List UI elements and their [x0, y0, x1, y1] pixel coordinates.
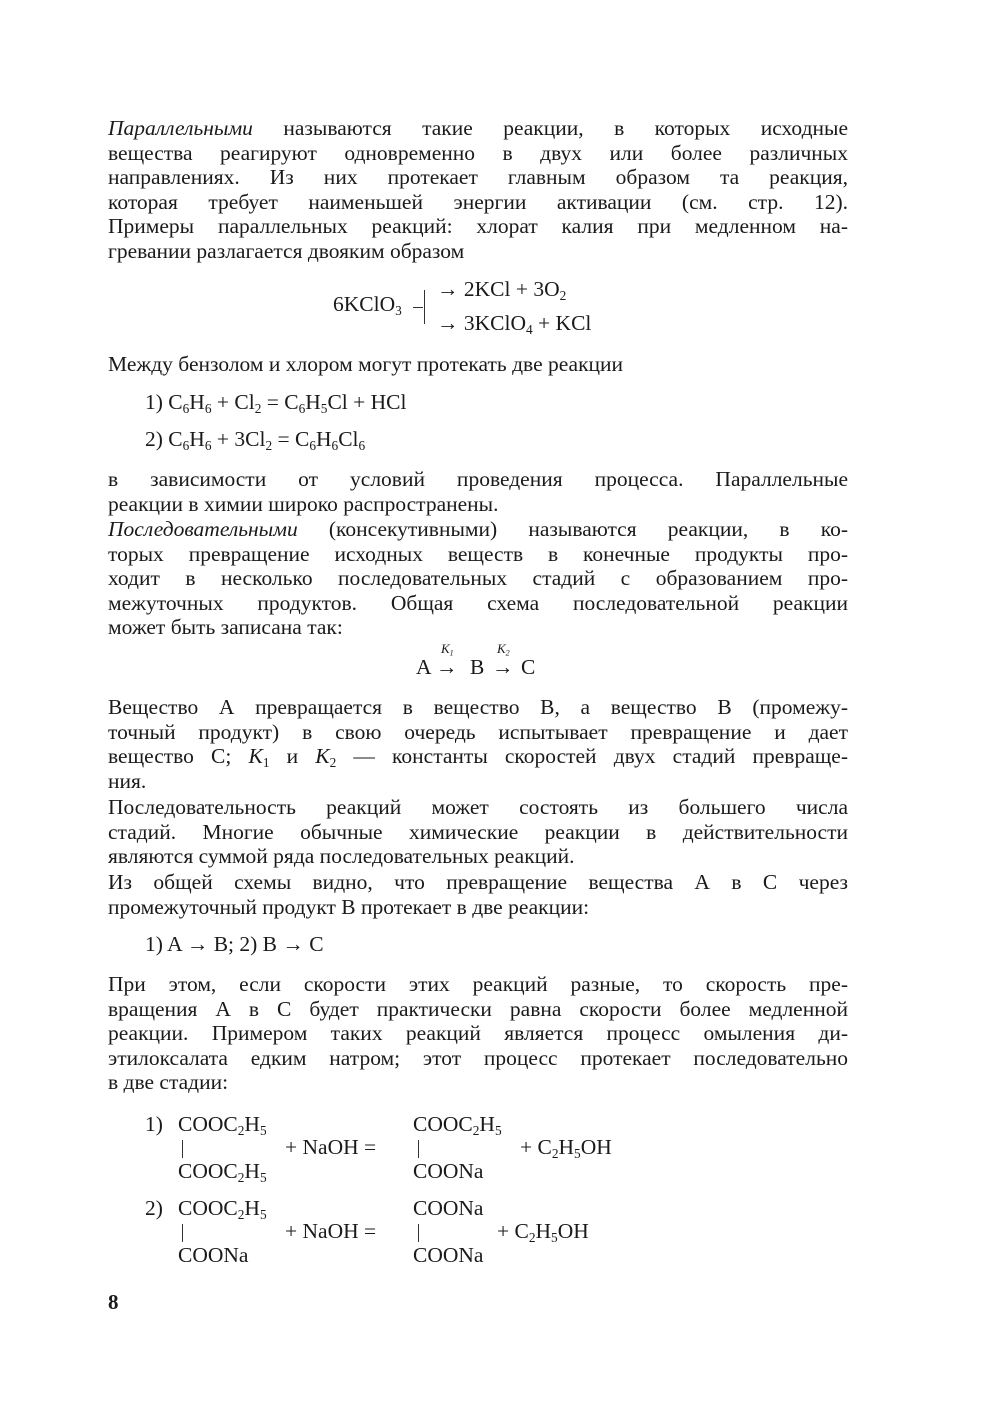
scheme-arrow-2 [492, 657, 514, 679]
text-run: 2) C [145, 427, 183, 451]
text-run: → 2KCl + 3O [437, 277, 560, 301]
eq1-end [520, 1137, 612, 1159]
eq2-end [497, 1221, 589, 1243]
subscript: 2 [528, 1229, 536, 1245]
subscript: 2 [472, 1122, 480, 1138]
text-line [108, 844, 575, 869]
subscript: 6 [182, 400, 190, 416]
eq2-right-bottom [413, 1245, 483, 1267]
subscript: 2 [237, 1122, 245, 1138]
eq1-left-bond [182, 1140, 183, 1158]
text-run: называются такие реакции, в которых исходные [252, 116, 848, 140]
text-run: H [558, 1135, 575, 1159]
subscript: 2 [237, 1206, 245, 1222]
text-run: в зависимости от условий проведения процесса. Параллельные [108, 467, 848, 491]
subscript: 6 [204, 437, 212, 453]
text-line [108, 895, 589, 920]
text-run: B [470, 655, 485, 679]
text-run: Примеры параллельных реакций: хлорат калия при медленном на- [108, 214, 848, 239]
text-line [108, 517, 848, 542]
text-run: реакции. Примером таких реакций является процесс омыления ди- [108, 1021, 848, 1046]
text-run: K [497, 641, 506, 656]
text-line [108, 352, 623, 377]
text-line [108, 695, 848, 720]
text-run: + Cl [211, 390, 255, 414]
text-run: + C [520, 1135, 552, 1159]
text-run: торых превращение исходных веществ в конечные продукты про- [108, 541, 848, 566]
paragraph-conditions [108, 467, 848, 516]
text-line [108, 1070, 228, 1095]
text-line [108, 141, 848, 166]
text-run: COOC [178, 1196, 238, 1220]
page-number: 8 [108, 1290, 119, 1314]
text-run: и [269, 744, 316, 769]
paragraph-benzene [108, 352, 848, 377]
subscript: 3 [395, 302, 402, 318]
subscript: 5 [259, 1122, 267, 1138]
subscript: 5 [259, 1169, 267, 1185]
text-run: 6KClO [333, 292, 396, 316]
scheme-arrow-1 [436, 657, 458, 679]
formula-benzene-1 [145, 392, 407, 414]
text-run: в две стадии: [108, 1070, 229, 1095]
text-run: Последовательность реакций может состоять из большего числа [108, 795, 848, 819]
text-run: 1) [145, 1112, 163, 1136]
text-line [108, 720, 848, 745]
paragraph-sequence [108, 795, 848, 869]
text-run: стадий. Многие обычные химические реакции в действительности [108, 819, 848, 844]
text-run: → 3KClO [437, 311, 526, 335]
eq2-number [145, 1198, 163, 1220]
text-line [108, 820, 848, 845]
text-line [108, 542, 848, 567]
eq1-left-top [178, 1114, 267, 1136]
text-run: + NaOH = [285, 1219, 377, 1243]
text-run: + 3Cl [211, 427, 266, 451]
text-line [108, 492, 499, 517]
eq1-number [145, 1114, 163, 1136]
eq1-right-bond [418, 1140, 419, 1158]
text-run: K [248, 744, 263, 769]
eq1-middle [285, 1137, 376, 1159]
eq1-right-bottom [413, 1161, 483, 1183]
subscript: 6 [331, 437, 339, 453]
text-run: OH [557, 1219, 589, 1243]
scheme-A [416, 657, 432, 679]
paragraph-rates [108, 972, 848, 1095]
paragraph-parallel-reactions [108, 116, 848, 264]
eq2-left-bond [182, 1224, 183, 1242]
eq1-left-bottom [178, 1161, 267, 1183]
scheme-K1 [441, 641, 454, 658]
text-run: направлениях. Из них протекает главным образом та реакция, [108, 165, 848, 190]
text-run: вещества реагируют одновременно в двух или более различных [108, 140, 848, 165]
eq1-right-top [413, 1114, 502, 1136]
eq2-right-bond [418, 1224, 419, 1242]
text-run: = C [272, 427, 310, 451]
formula-steps [145, 934, 324, 956]
text-run: межуточных продуктов. Общая схема последовательной реакции [108, 590, 848, 615]
subscript: 5 [494, 1122, 502, 1138]
formula-kclo3 [333, 294, 402, 316]
text-run: этилоксалата едким натром; этот процесс протекает последовательно [108, 1045, 848, 1070]
text-run: K [315, 744, 330, 769]
subscript: 4 [526, 321, 533, 337]
text-line [108, 165, 848, 190]
subscript: 2 [254, 400, 262, 416]
text-run: COOC [413, 1112, 473, 1136]
text-run: Между бензолом и хлором могут протекать две реакции [108, 352, 624, 376]
text-run: = C [261, 390, 299, 414]
text-run: реакции в химии широко распространены. [108, 491, 499, 516]
text-run: COOC [178, 1112, 238, 1136]
scheme-C [521, 657, 535, 679]
eq2-right-top [413, 1198, 483, 1220]
subscript: 2 [237, 1169, 245, 1185]
text-line [108, 972, 848, 997]
text-run: + KCl [532, 311, 592, 335]
subscript: 1 [262, 755, 270, 771]
eq2-left-bottom [178, 1245, 248, 1267]
text-run: → [492, 655, 514, 679]
subscript: 2 [265, 437, 273, 453]
text-run: H [479, 1112, 495, 1136]
text-run: COONa [413, 1243, 484, 1267]
formula-kclo3-product-1 [437, 279, 566, 301]
text-line [108, 795, 848, 820]
text-line [108, 1021, 848, 1046]
text-run: может быть записана так: [108, 615, 343, 640]
subscript: 2 [559, 287, 567, 303]
text-run: H [244, 1196, 260, 1220]
text-line [108, 116, 848, 141]
text-run: + C [497, 1219, 529, 1243]
text-line [108, 615, 343, 640]
subscript: 5 [320, 400, 328, 416]
text-run: Cl [338, 427, 359, 451]
text-run: COOC [178, 1159, 238, 1183]
subscript: 1 [449, 648, 454, 658]
subscript: 6 [298, 400, 306, 416]
text-run: — константы скоростей двух стадий превраще- [336, 744, 849, 769]
text-line [108, 239, 464, 264]
paragraph-substance-a [108, 695, 848, 793]
text-line [108, 997, 848, 1022]
text-run: промежуточный продукт В протекает в две реакции: [108, 894, 590, 919]
text-line [108, 190, 848, 215]
scheme-K2 [497, 641, 510, 658]
eq2-left-top [178, 1198, 267, 1220]
text-run: При этом, если скорости этих реакций разные, то скорость пре- [108, 972, 848, 996]
subscript: 5 [574, 1145, 581, 1161]
text-run: ходит в несколько последовательных стадий с образованием про- [108, 566, 848, 591]
text-line [108, 467, 848, 492]
text-run: являются суммой ряда последовательных реакций. [108, 844, 575, 869]
text-run: ния. [108, 768, 147, 793]
text-line [108, 566, 848, 591]
text-run: Последовательными [108, 517, 298, 541]
text-line [108, 214, 848, 239]
text-run: OH [580, 1135, 612, 1159]
text-line [108, 1046, 848, 1071]
text-run: H [189, 390, 205, 414]
text-run: точный продукт) в свою очередь испытывает превращение и дает [108, 719, 848, 744]
text-run: H [189, 427, 205, 451]
text-run: 2) [145, 1196, 163, 1220]
subscript: 5 [259, 1206, 267, 1222]
text-run: гревании разлагается двояким образом [108, 238, 465, 263]
scheme-B [470, 657, 484, 679]
text-run: Вещество А превращается в вещество В, а вещество В (промежу- [108, 695, 848, 719]
text-run: 1) C [145, 390, 183, 414]
text-line [108, 591, 848, 616]
text-run: COONa [413, 1196, 484, 1220]
text-line [108, 870, 848, 895]
text-run: H [316, 427, 332, 451]
text-run: H [305, 390, 321, 414]
text-run: вещество С; [108, 744, 249, 769]
paragraph-general-scheme [108, 870, 848, 919]
text-run: → [436, 655, 458, 679]
subscript: 6 [204, 400, 212, 416]
text-run: COONa [413, 1159, 484, 1183]
eq2-middle [285, 1221, 376, 1243]
text-run: вращения А в С будет практически равна скорости более медленной [108, 996, 848, 1021]
text-run: H [244, 1159, 260, 1183]
text-run: Из общей схемы видно, что превращение вещества А в С через [108, 870, 848, 894]
text-run: A [416, 655, 432, 679]
text-line [108, 769, 146, 794]
text-run: H [535, 1219, 552, 1243]
branch-line [413, 307, 423, 308]
text-run: C [521, 655, 536, 679]
text-run: K [441, 641, 450, 656]
subscript: 6 [309, 437, 317, 453]
branch-bracket [424, 290, 425, 324]
subscript: 2 [551, 1145, 559, 1161]
text-run: Cl + HCl [327, 390, 407, 414]
text-run: COONa [178, 1243, 249, 1267]
text-run: H [244, 1112, 260, 1136]
subscript: 5 [551, 1229, 558, 1245]
text-run: + NaOH = [285, 1135, 377, 1159]
paragraph-consecutive-reactions [108, 517, 848, 640]
text-run: 1) A → B; 2) B → C [145, 932, 324, 956]
formula-kclo3-product-2 [437, 313, 591, 335]
text-run: Параллельными [108, 116, 253, 140]
text-run: (консекутивными) называются реакции, в ко- [297, 517, 848, 541]
subscript: 2 [329, 755, 337, 771]
text-line [108, 744, 848, 769]
subscript: 6 [358, 437, 366, 453]
formula-benzene-2 [145, 429, 365, 451]
text-run: которая требует наименьшей энергии активации (см. стр. 12). [108, 189, 848, 214]
subscript: 6 [182, 437, 190, 453]
subscript: 2 [505, 648, 510, 658]
